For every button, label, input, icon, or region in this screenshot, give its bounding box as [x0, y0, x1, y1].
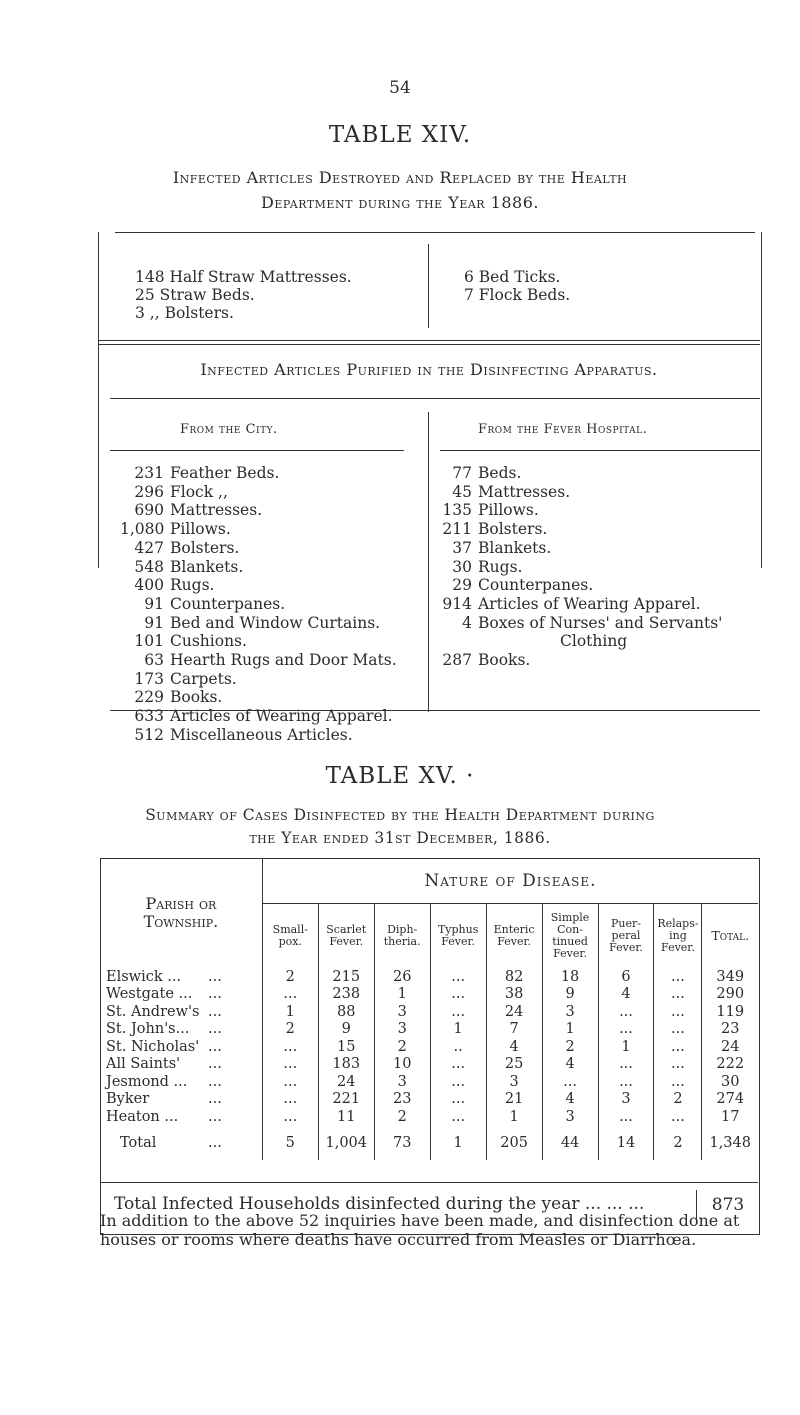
parish-name: St. John's... ...: [106, 1021, 222, 1038]
table-cell: ...: [654, 1108, 702, 1126]
table-15-subtitle-line2: the Year ended 31st December, 1886.: [249, 829, 551, 847]
table-cell: ...: [430, 1108, 486, 1126]
table-row: [100, 1056, 758, 1074]
table-cell: 221: [318, 1091, 374, 1109]
table-cell: ...: [654, 968, 702, 986]
table-cell: 4: [542, 1056, 598, 1074]
list-item: 287 Books.: [442, 651, 531, 670]
table-cell: 1: [486, 1108, 542, 1126]
total-cell: 5: [262, 1126, 318, 1160]
hospital-heading-rule: [440, 450, 760, 451]
table-cell: 2: [262, 968, 318, 986]
table-cell: ...: [262, 986, 318, 1004]
table-cell: 21: [486, 1091, 542, 1109]
nature-of-disease-heading: Nature of Disease.: [262, 858, 758, 904]
table-cell: ...: [262, 1091, 318, 1109]
table-row: [100, 1003, 758, 1021]
column-header-total: Total.: [702, 904, 758, 969]
table-14-title: TABLE XIV.: [328, 122, 472, 148]
column-header-smallpox: Small- pox.: [262, 904, 318, 969]
city-heading: From the City.: [180, 422, 278, 437]
replaced-right-list: [464, 268, 570, 304]
city-heading-rule: [110, 450, 404, 451]
table-cell: 25: [486, 1056, 542, 1074]
column-header-relapsing-fever: Relaps- ing Fever.: [654, 904, 702, 969]
table-cell: 9: [542, 986, 598, 1004]
replaced-item: 148 Half Straw Mattresses.: [135, 268, 352, 286]
parish-name: St. Andrew's ...: [106, 1003, 222, 1020]
table-14-subtitle-line1: Infected Articles Destroyed and Replaced by the Health: [172, 168, 628, 187]
table-cell: 82: [486, 968, 542, 986]
table-cell: 10: [374, 1056, 430, 1074]
table-cell: 88: [318, 1003, 374, 1021]
table-cell: ...: [262, 1108, 318, 1126]
table-cell: 23: [374, 1091, 430, 1109]
list-item: 4 Boxes of Nurses' and Servants': [462, 613, 723, 632]
table-cell: ...: [654, 1003, 702, 1021]
total-cell: 1: [430, 1126, 486, 1160]
total-label: Total ...: [120, 1134, 222, 1151]
total-cell: 73: [374, 1126, 430, 1160]
list-item: 63 Hearth Rugs and Door Mats.: [144, 651, 397, 670]
list-item: 231 Feather Beds.: [134, 464, 280, 482]
replaced-left-list: [135, 268, 352, 322]
list-item: 427 Bolsters.: [134, 538, 240, 557]
table-cell: ...: [262, 1038, 318, 1056]
table-cell: 3: [598, 1091, 654, 1109]
table-cell: 238: [318, 986, 374, 1004]
list-item: 135 Pillows.: [442, 501, 539, 520]
table-cell: 3: [374, 1073, 430, 1091]
replaced-item: 6 Bed Ticks.: [464, 268, 561, 286]
table-cell: 15: [318, 1038, 374, 1056]
total-row: [100, 1126, 758, 1160]
table-14-bottom-rule: [110, 710, 760, 711]
table-cell: ...: [430, 986, 486, 1004]
table-cell: ...: [262, 1073, 318, 1091]
table-cell: ...: [430, 968, 486, 986]
column-header-puerperal-fever: Puer- peral Fever.: [598, 904, 654, 969]
table-cell: ...: [654, 1056, 702, 1074]
table-cell: ...: [598, 1003, 654, 1021]
households-label: Total Infected Households disinfected during the year ... ... ...: [114, 1194, 645, 1214]
table-row: [100, 1021, 758, 1039]
table-cell: ...: [430, 1056, 486, 1074]
column-divider: [428, 244, 429, 328]
table-row: [100, 968, 758, 986]
replaced-item: 7 Flock Beds.: [464, 286, 571, 304]
list-item: 37 Blankets.: [452, 538, 552, 557]
hospital-items-list: [440, 464, 722, 670]
total-cell: 2: [654, 1126, 702, 1160]
list-item: 30 Rugs.: [452, 557, 523, 576]
table-cell: 215: [318, 968, 374, 986]
table-cell: 3: [374, 1021, 430, 1039]
parish-name: Westgate ... ...: [106, 986, 222, 1003]
table-row: [100, 1091, 758, 1109]
list-item: 512 Miscellaneous Articles.: [134, 725, 353, 744]
table-cell: ...: [598, 1073, 654, 1091]
column-header-scarlet-fever: Scarlet Fever.: [318, 904, 374, 969]
parish-heading: Parish or Township.: [143, 894, 219, 931]
footnote: In addition to the above 52 inquiries have been made, and disinfection done at houses or rooms where deaths have occurred from Measles or Diarrhœa.: [100, 1211, 740, 1249]
table-cell: 26: [374, 968, 430, 986]
table-cell: ...: [598, 1021, 654, 1039]
parish-name: Jesmond ... ...: [106, 1073, 222, 1090]
parish-name: St. Nicholas' ...: [106, 1038, 222, 1055]
table-cell: 3: [486, 1073, 542, 1091]
total-cell: 14: [598, 1126, 654, 1160]
hospital-heading: From the Fever Hospital.: [478, 422, 648, 437]
replaced-item: 3 ,, Bolsters.: [135, 304, 234, 322]
list-item: 548 Blankets.: [134, 557, 244, 576]
table-cell: 4: [542, 1091, 598, 1109]
total-cell: 205: [486, 1126, 542, 1160]
table-cell: ...: [654, 1021, 702, 1039]
table-cell: ...: [430, 1073, 486, 1091]
table-14-top-rule: [115, 232, 755, 233]
list-item: 91 Bed and Window Curtains.: [144, 613, 381, 632]
table-cell: 30: [702, 1073, 758, 1091]
households-value: 873: [696, 1190, 759, 1224]
list-item: 77 Beds.: [452, 464, 522, 482]
list-item: 1,080 Pillows.: [120, 520, 231, 539]
table-15-title: TABLE XV. ·: [325, 763, 475, 789]
list-item: 400 Rugs.: [134, 576, 215, 595]
parish-name: All Saints' ...: [106, 1056, 222, 1073]
table-row: [100, 1108, 758, 1126]
list-item: 29 Counterpanes.: [452, 576, 594, 595]
table-14-subtitle-line2: Department during the Year 1886.: [261, 193, 539, 212]
list-item: Clothing: [560, 632, 628, 651]
table-cell: 17: [702, 1108, 758, 1126]
page-number: 54: [389, 78, 411, 98]
table-cell: 1: [262, 1003, 318, 1021]
table-row: [100, 986, 758, 1004]
table-cell: 2: [542, 1038, 598, 1056]
table-cell: 1: [542, 1021, 598, 1039]
table-cell: 11: [318, 1108, 374, 1126]
total-cell: 44: [542, 1126, 598, 1160]
list-item: 211 Bolsters.: [442, 520, 548, 539]
table-cell: 1: [598, 1038, 654, 1056]
list-item: 173 Carpets.: [134, 669, 237, 688]
parish-name: Heaton ... ...: [106, 1108, 222, 1125]
table-cell: ..: [430, 1038, 486, 1056]
table-cell: 119: [702, 1003, 758, 1021]
table-cell: 1: [374, 986, 430, 1004]
table-cell: ...: [598, 1056, 654, 1074]
table-cell: 24: [702, 1038, 758, 1056]
parish-name: Elswick ... ...: [106, 968, 222, 985]
city-items-list: [120, 464, 397, 745]
purified-section-title: Infected Articles Purified in the Disinfecting Apparatus.: [200, 360, 658, 379]
double-rule: [98, 340, 760, 345]
column-divider: [428, 412, 429, 712]
list-item: 690 Mattresses.: [134, 501, 263, 520]
replaced-item: 25 Straw Beds.: [135, 286, 255, 304]
list-item: 633 Articles of Wearing Apparel.: [134, 707, 393, 726]
parish-name: Byker ...: [106, 1091, 222, 1108]
table-cell: ...: [542, 1073, 598, 1091]
table-cell: 6: [598, 968, 654, 986]
table-cell: 9: [318, 1021, 374, 1039]
list-item: 91 Counterpanes.: [144, 594, 286, 613]
table-cell: 3: [374, 1003, 430, 1021]
list-item: 101 Cushions.: [134, 632, 247, 651]
table-cell: 4: [598, 986, 654, 1004]
table-cell: ...: [430, 1003, 486, 1021]
table-cell: ...: [262, 1056, 318, 1074]
table-cell: 23: [702, 1021, 758, 1039]
column-header-simple-continued-fever: Simple Con- tinued Fever.: [542, 904, 598, 969]
list-item: 296 Flock ,,: [134, 482, 228, 501]
table-cell: 2: [374, 1038, 430, 1056]
list-item: 914 Articles of Wearing Apparel.: [442, 594, 701, 613]
table-row: [100, 1073, 758, 1091]
table-cell: ...: [654, 1073, 702, 1091]
table-cell: 274: [702, 1091, 758, 1109]
table-cell: 1: [430, 1021, 486, 1039]
total-cell: 1,004: [318, 1126, 374, 1160]
table-cell: 4: [486, 1038, 542, 1056]
list-item: 45 Mattresses.: [452, 482, 571, 501]
table-cell: 24: [486, 1003, 542, 1021]
table-cell: 2: [654, 1091, 702, 1109]
table-cell: 222: [702, 1056, 758, 1074]
list-item: 229 Books.: [134, 688, 223, 707]
table-cell: ...: [654, 1038, 702, 1056]
table-cell: 2: [262, 1021, 318, 1039]
table-row: [100, 1038, 758, 1056]
table-cell: 18: [542, 968, 598, 986]
table-cell: 183: [318, 1056, 374, 1074]
column-header-typhus-fever: Typhus Fever.: [430, 904, 486, 969]
total-cell: 1,348: [702, 1126, 758, 1160]
disease-table: [100, 858, 758, 1160]
table-cell: 349: [702, 968, 758, 986]
table-cell: 38: [486, 986, 542, 1004]
table-cell: ...: [598, 1108, 654, 1126]
column-header-diphtheria: Diph- theria.: [374, 904, 430, 969]
households-top-rule: [100, 1182, 758, 1183]
table-15-subtitle-line1: Summary of Cases Disinfected by the Health Department during: [145, 806, 655, 824]
table-cell: 24: [318, 1073, 374, 1091]
section-rule: [110, 398, 760, 399]
column-header-enteric-fever: Enteric Fever.: [486, 904, 542, 969]
table-cell: 2: [374, 1108, 430, 1126]
table-cell: 3: [542, 1003, 598, 1021]
table-cell: 7: [486, 1021, 542, 1039]
table-cell: 3: [542, 1108, 598, 1126]
table-cell: 290: [702, 986, 758, 1004]
table-cell: ...: [654, 986, 702, 1004]
table-cell: ...: [430, 1091, 486, 1109]
